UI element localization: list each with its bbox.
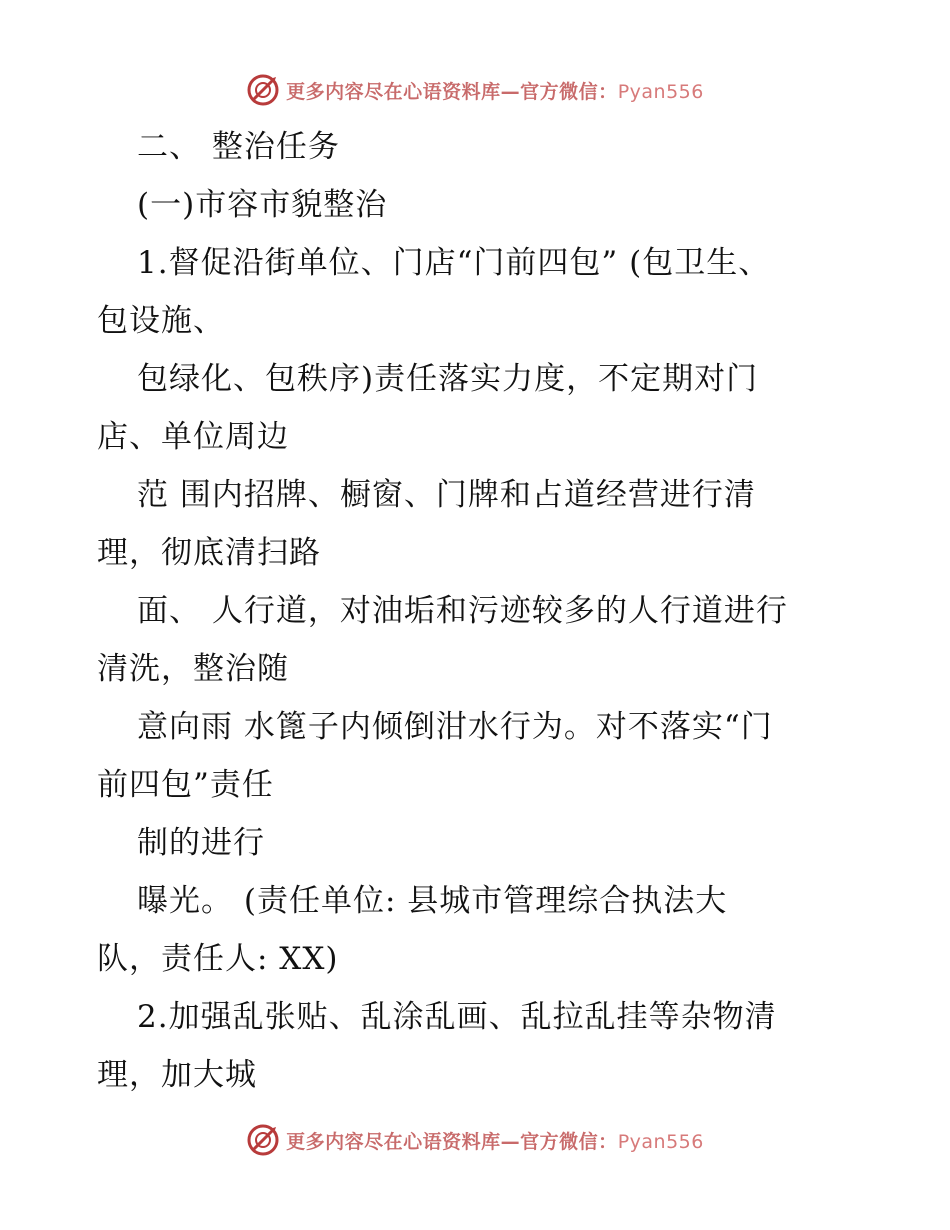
watermark-label: 官方微信： bbox=[520, 80, 618, 103]
text-line: 1.督促沿街单位、门店“门前四包” (包卫生、 bbox=[137, 245, 771, 281]
text-line: 理，彻底清扫路 bbox=[97, 535, 321, 571]
text-line: 面、 人行道，对油垢和污迹较多的人行道进行 bbox=[137, 593, 788, 629]
text-line: 前四包”责任 bbox=[97, 767, 274, 803]
document-body bbox=[97, 118, 857, 1104]
text-line: 包设施、 bbox=[97, 303, 225, 339]
footer-watermark bbox=[0, 1120, 950, 1160]
watermark-separator: — bbox=[500, 80, 521, 103]
text-line: (一)市容市貌整治 bbox=[137, 187, 388, 223]
text-line: 包绿化、包秩序)责任落实力度，不定期对门 bbox=[137, 361, 759, 397]
text-line: 2.加强乱张贴、乱涂乱画、乱拉乱挂等杂物清 bbox=[137, 999, 777, 1035]
watermark-text bbox=[286, 77, 704, 104]
text-line: 店、单位周边 bbox=[97, 419, 289, 455]
watermark-main-text: 更多内容尽在心语资料库 bbox=[286, 80, 501, 103]
text-line: 理，加大城 bbox=[97, 1057, 257, 1093]
logo-icon bbox=[246, 73, 280, 107]
watermark-group bbox=[246, 73, 704, 107]
watermark-handle: Pyan556 bbox=[617, 1130, 704, 1153]
text-line: 二、 整治任务 bbox=[137, 129, 340, 165]
watermark-group bbox=[246, 1123, 704, 1157]
text-line: 意向雨 水篦子内倾倒泔水行为。对不落实“门 bbox=[137, 709, 773, 745]
watermark-handle: Pyan556 bbox=[617, 80, 704, 103]
watermark-label: 官方微信： bbox=[520, 1130, 618, 1153]
text-line: 曝光。 (责任单位: 县城市管理综合执法大 bbox=[137, 883, 728, 919]
text-line: 清洗，整治随 bbox=[97, 651, 289, 687]
watermark-separator: — bbox=[500, 1130, 521, 1153]
text-line: 制的进行 bbox=[137, 825, 265, 861]
watermark-text bbox=[286, 1127, 704, 1154]
logo-icon bbox=[246, 1123, 280, 1157]
header-watermark bbox=[0, 70, 950, 110]
text-line: 范 围内招牌、橱窗、门牌和占道经营进行清 bbox=[137, 477, 756, 513]
text-line: 队，责任人: XX) bbox=[97, 941, 339, 977]
watermark-main-text: 更多内容尽在心语资料库 bbox=[286, 1130, 501, 1153]
